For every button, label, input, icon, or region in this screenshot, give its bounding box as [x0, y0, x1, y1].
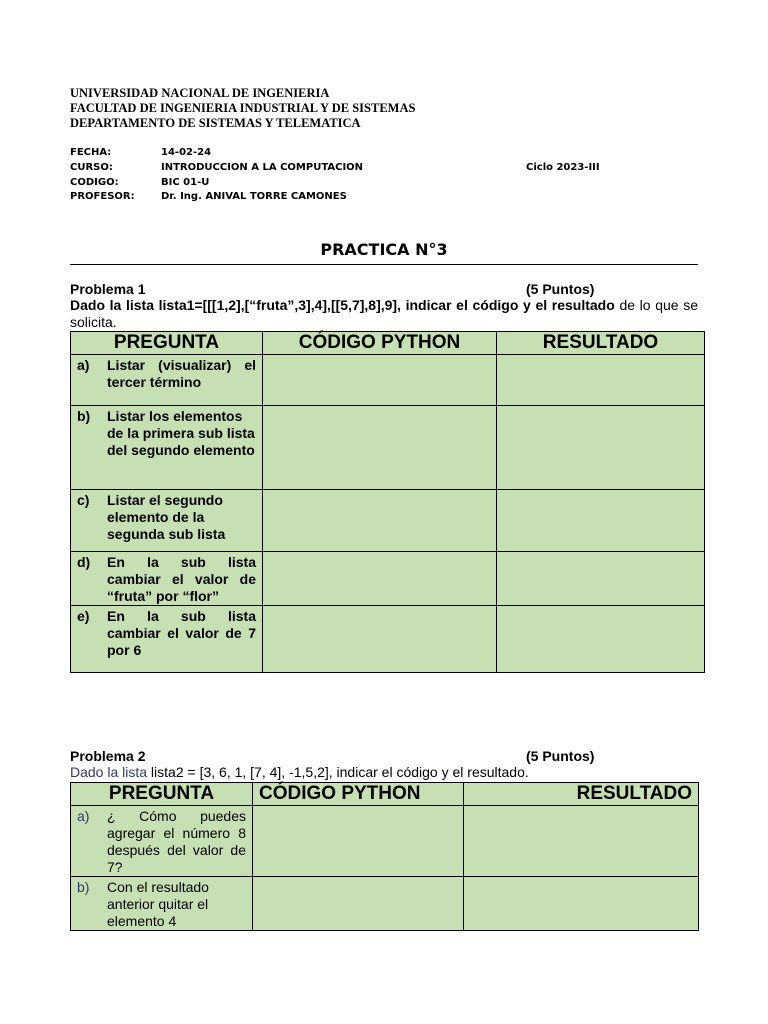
curso-value: INTRODUCCION A LA COMPUTACION	[161, 162, 364, 173]
code-cell[interactable]	[263, 606, 497, 673]
question-letter: b)	[77, 879, 90, 895]
question-cell	[71, 406, 263, 490]
question-text: Listar (visualizar) el tercer término	[107, 357, 256, 390]
question-cell	[71, 606, 263, 673]
profesor-value: Dr. Ing. ANIVAL TORRE CAMONES	[161, 191, 347, 202]
profesor-label: PROFESOR:	[70, 191, 135, 202]
question-letter: b)	[77, 408, 91, 424]
curso-label: CURSO:	[70, 162, 113, 173]
problem2-table	[70, 782, 699, 931]
problem2-statement-blue: Dado la lista	[70, 764, 148, 780]
problem1-statement-bold: Dado la lista lista1=[[[1,2],[“fruta”,3],4],[[5,7],8],9], indicar el código y el resultado	[70, 297, 615, 313]
department-name: DEPARTAMENTO DE SISTEMAS Y TELEMATICA	[70, 116, 361, 130]
problem2-statement-rest: lista2 = [3, 6, 1, [7, 4], -1,5,2], indicar el código y el resultado.	[147, 764, 529, 780]
meta-row-fecha	[70, 146, 700, 160]
problem1-statement	[70, 297, 698, 331]
table-row	[71, 406, 705, 490]
question-text: Listar el segundo elemento de la segunda sub lista	[107, 492, 226, 542]
code-cell[interactable]	[253, 877, 464, 931]
question-letter: a)	[77, 357, 90, 373]
meta-row-profesor	[70, 190, 700, 204]
codigo-value: BIC 01-U	[161, 177, 210, 188]
page-title: PRACTICA N°3	[320, 240, 448, 259]
table-row	[71, 355, 705, 406]
result-cell[interactable]	[497, 406, 705, 490]
question-cell	[71, 552, 263, 606]
question-text: ¿ Cómo puedes agregar el número 8 después del valor de 7?	[107, 808, 246, 875]
question-text: Listar los elementos de la primera sub lista del segundo elemento	[107, 408, 255, 458]
table-row	[71, 552, 705, 606]
code-cell[interactable]	[263, 355, 497, 406]
result-cell[interactable]	[497, 490, 705, 552]
result-cell[interactable]	[497, 355, 705, 406]
table-row	[71, 490, 705, 552]
table-header-row	[71, 332, 705, 355]
result-cell[interactable]	[497, 552, 705, 606]
question-cell	[71, 877, 253, 931]
problem1-points: (5 Puntos)	[526, 281, 595, 297]
problem2-points: (5 Puntos)	[526, 748, 595, 764]
table-row	[71, 606, 705, 673]
code-cell[interactable]	[263, 490, 497, 552]
problem2-statement	[70, 764, 698, 781]
fecha-value: 14-02-24	[161, 147, 212, 158]
question-letter: c)	[77, 492, 90, 508]
table-header-row	[71, 783, 699, 806]
fecha-label: FECHA:	[70, 147, 112, 158]
question-text: En la sub lista cambiar el valor de “fruta” por “flor”	[107, 554, 256, 604]
title-divider	[70, 264, 698, 265]
column-header-codigo: CÓDIGO PYTHON	[253, 783, 464, 806]
result-cell[interactable]	[464, 877, 699, 931]
problem2-heading: Problema 2	[70, 748, 146, 764]
result-cell[interactable]	[464, 806, 699, 877]
code-cell[interactable]	[253, 806, 464, 877]
question-letter: d)	[77, 554, 91, 570]
meta-row-codigo	[70, 176, 700, 190]
ciclo-value: Ciclo 2023-III	[526, 162, 600, 173]
question-cell	[71, 806, 253, 877]
table-row	[71, 877, 699, 931]
question-cell	[71, 490, 263, 552]
column-header-pregunta: PREGUNTA	[71, 783, 253, 806]
question-letter: e)	[77, 608, 90, 624]
faculty-name: FACULTAD DE INGENIERIA INDUSTRIAL Y DE SISTEMAS	[70, 101, 416, 115]
column-header-resultado: RESULTADO	[497, 332, 705, 355]
university-name: UNIVERSIDAD NACIONAL DE INGENIERIA	[70, 86, 330, 100]
codigo-label: CODIGO:	[70, 177, 119, 188]
column-header-pregunta: PREGUNTA	[71, 332, 263, 355]
question-cell	[71, 355, 263, 406]
question-letter: a)	[77, 808, 90, 824]
institution-header	[70, 86, 415, 131]
problem1-heading: Problema 1	[70, 281, 146, 297]
question-text: En la sub lista cambiar el valor de 7 por 6	[107, 608, 256, 658]
column-header-resultado: RESULTADO	[464, 783, 699, 806]
code-cell[interactable]	[263, 552, 497, 606]
column-header-codigo: CÓDIGO PYTHON	[263, 332, 497, 355]
code-cell[interactable]	[263, 406, 497, 490]
problem1-statement-rest: de lo que se solicita.	[70, 297, 699, 330]
meta-row-curso	[70, 161, 700, 175]
problem1-table	[70, 331, 705, 673]
result-cell[interactable]	[497, 606, 705, 673]
table-row	[71, 806, 699, 877]
question-text: Con el resultado anterior quitar el elemento 4	[107, 879, 209, 929]
